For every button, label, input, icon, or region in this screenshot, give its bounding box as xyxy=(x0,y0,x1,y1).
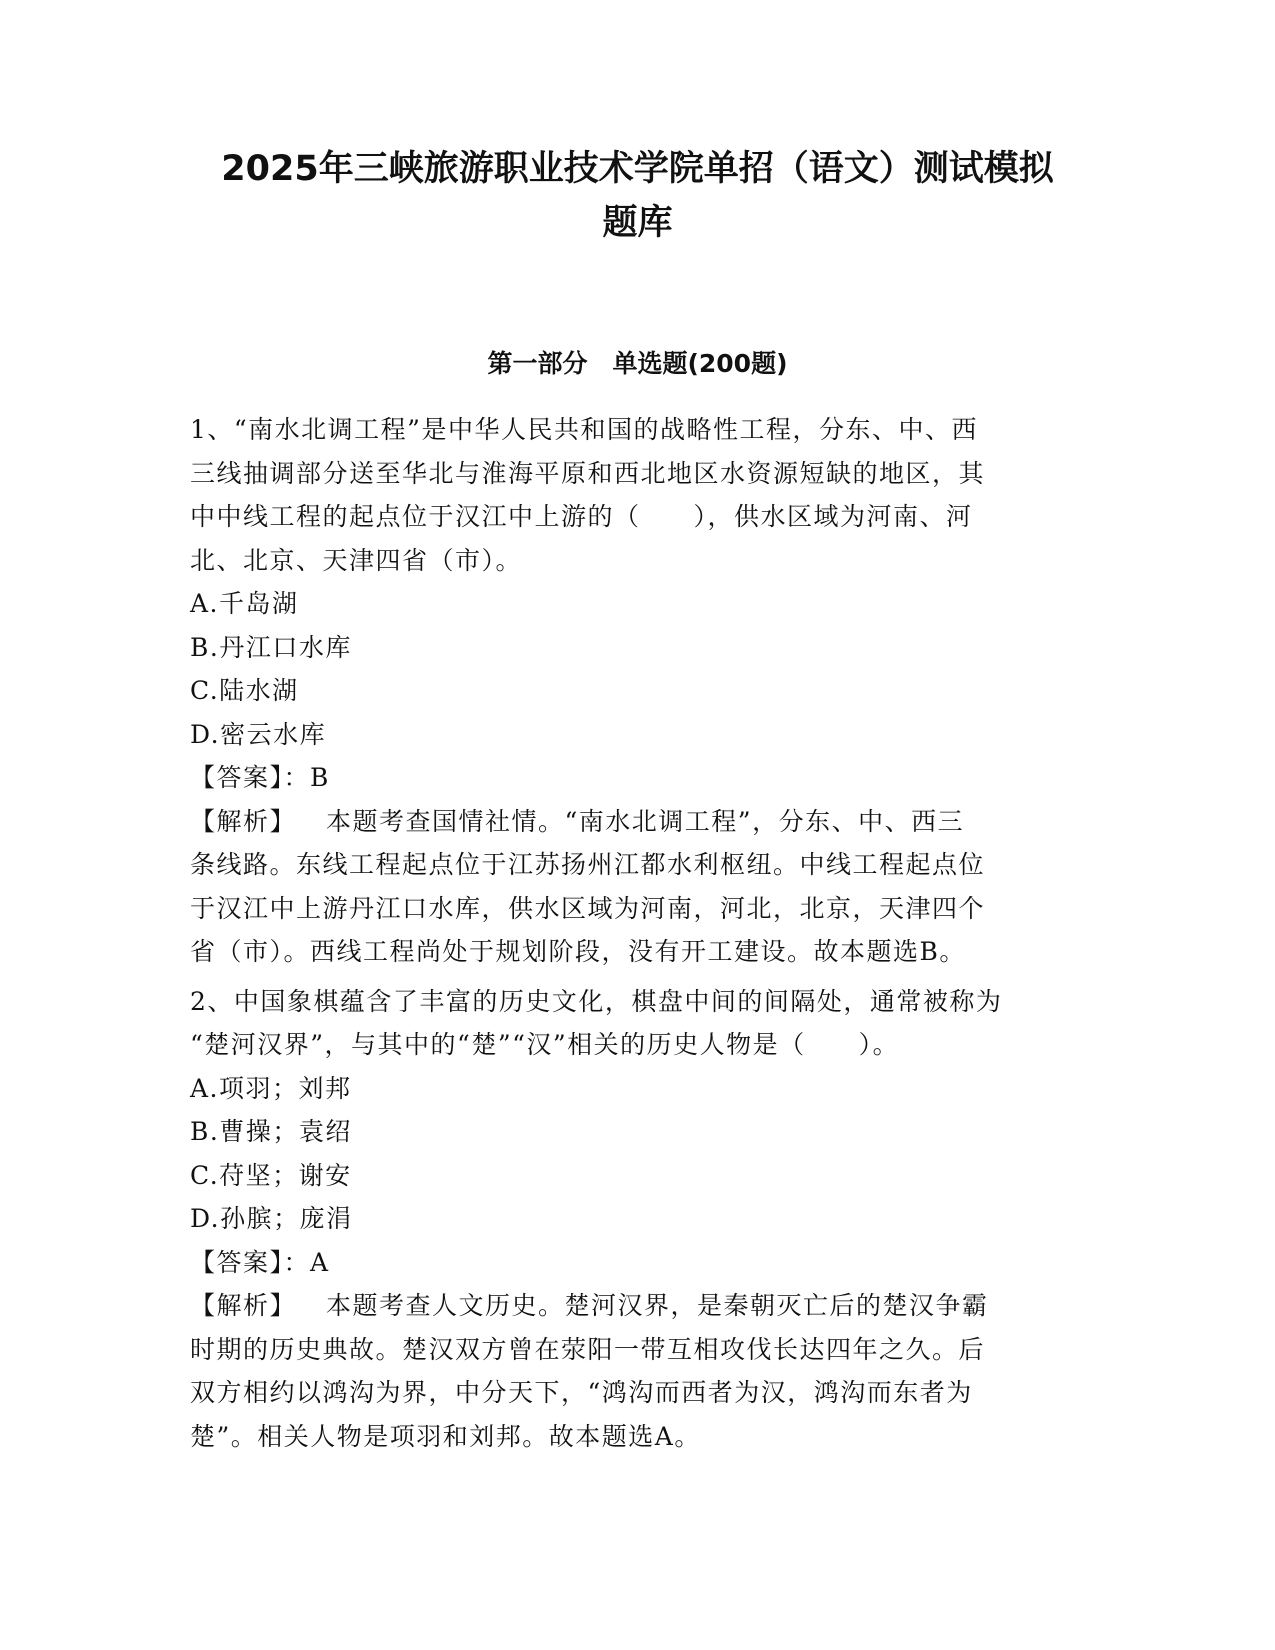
option-a: A.千岛湖 xyxy=(190,589,299,618)
analysis-text: 于汉江中上游丹江口水库，供水区域为河南，河北，北京，天津四个 xyxy=(190,893,986,923)
analysis-label: 【解析】 xyxy=(190,1291,297,1320)
question-list xyxy=(190,408,1075,1458)
option-c: C.苻坚；谢安 xyxy=(190,1160,352,1190)
analysis-text: 条线路。东线工程起点位于江苏扬州江都水利枢纽。中线工程起点位 xyxy=(190,850,986,879)
option-b: B.曹操；袁绍 xyxy=(190,1117,352,1146)
analysis-text: 双方相约以鸿沟为界，中分天下，“鸿沟而西者为汉，鸿沟而东者为 xyxy=(190,1378,973,1407)
option-d: D.孙膑；庞涓 xyxy=(190,1204,353,1233)
question-stem-line: 1、“南水北调工程”是中华人民共和国的战略性工程，分东、中、西 xyxy=(190,415,978,444)
answer-line xyxy=(190,756,1075,800)
analysis-text: 时期的历史典故。楚汉双方曾在荥阳一带互相攻伐长达四年之久。后 xyxy=(190,1334,986,1364)
analysis-line xyxy=(190,800,1075,844)
document-title xyxy=(150,142,1125,250)
analysis-text: 楚”。相关人物是项羽和刘邦。故本题选A。 xyxy=(190,1421,701,1451)
answer-value: A xyxy=(310,1247,330,1277)
title-line-1: 2025年三峡旅游职业技术学院单招（语文）测试模拟 xyxy=(221,149,1054,189)
question-stem-line: 北、北京、天津四省（市）。 xyxy=(190,545,523,575)
answer-label: 【答案】： xyxy=(190,1247,311,1277)
question-1 xyxy=(190,408,1075,974)
answer-label: 【答案】： xyxy=(190,763,311,792)
option-a: A.项羽；刘邦 xyxy=(190,1073,352,1103)
question-stem-line: 2、中国象棋蕴含了丰富的历史文化，棋盘中间的间隔处，通常被称为 xyxy=(190,986,1003,1016)
question-2 xyxy=(190,980,1075,1459)
analysis-text: 省（市）。西线工程尚处于规划阶段，没有开工建设。故本题选B。 xyxy=(190,937,966,966)
section-heading: 第一部分 单选题(200题) xyxy=(487,349,788,378)
question-stem-line: “楚河汉界”，与其中的“楚”“汉”相关的历史人物是（ ）。 xyxy=(190,1030,900,1059)
question-stem-line: 中中线工程的起点位于汉江中上游的（ ），供水区域为河南、河 xyxy=(190,502,973,531)
analysis-line xyxy=(190,1284,1075,1328)
answer-value: B xyxy=(310,763,330,792)
title-line-2: 题库 xyxy=(602,203,673,243)
option-c: C.陆水湖 xyxy=(190,676,299,705)
question-stem-line: 三线抽调部分送至华北与淮海平原和西北地区水资源短缺的地区，其 xyxy=(190,458,986,488)
option-b: B.丹江口水库 xyxy=(190,632,352,662)
analysis-text: 本题考查国情社情。“南水北调工程”，分东、中、西三 xyxy=(326,806,965,836)
analysis-text: 本题考查人文历史。楚河汉界，是秦朝灭亡后的楚汉争霸 xyxy=(326,1291,989,1320)
option-d: D.密云水库 xyxy=(190,719,327,749)
answer-line xyxy=(190,1241,1075,1285)
analysis-label: 【解析】 xyxy=(190,806,297,836)
